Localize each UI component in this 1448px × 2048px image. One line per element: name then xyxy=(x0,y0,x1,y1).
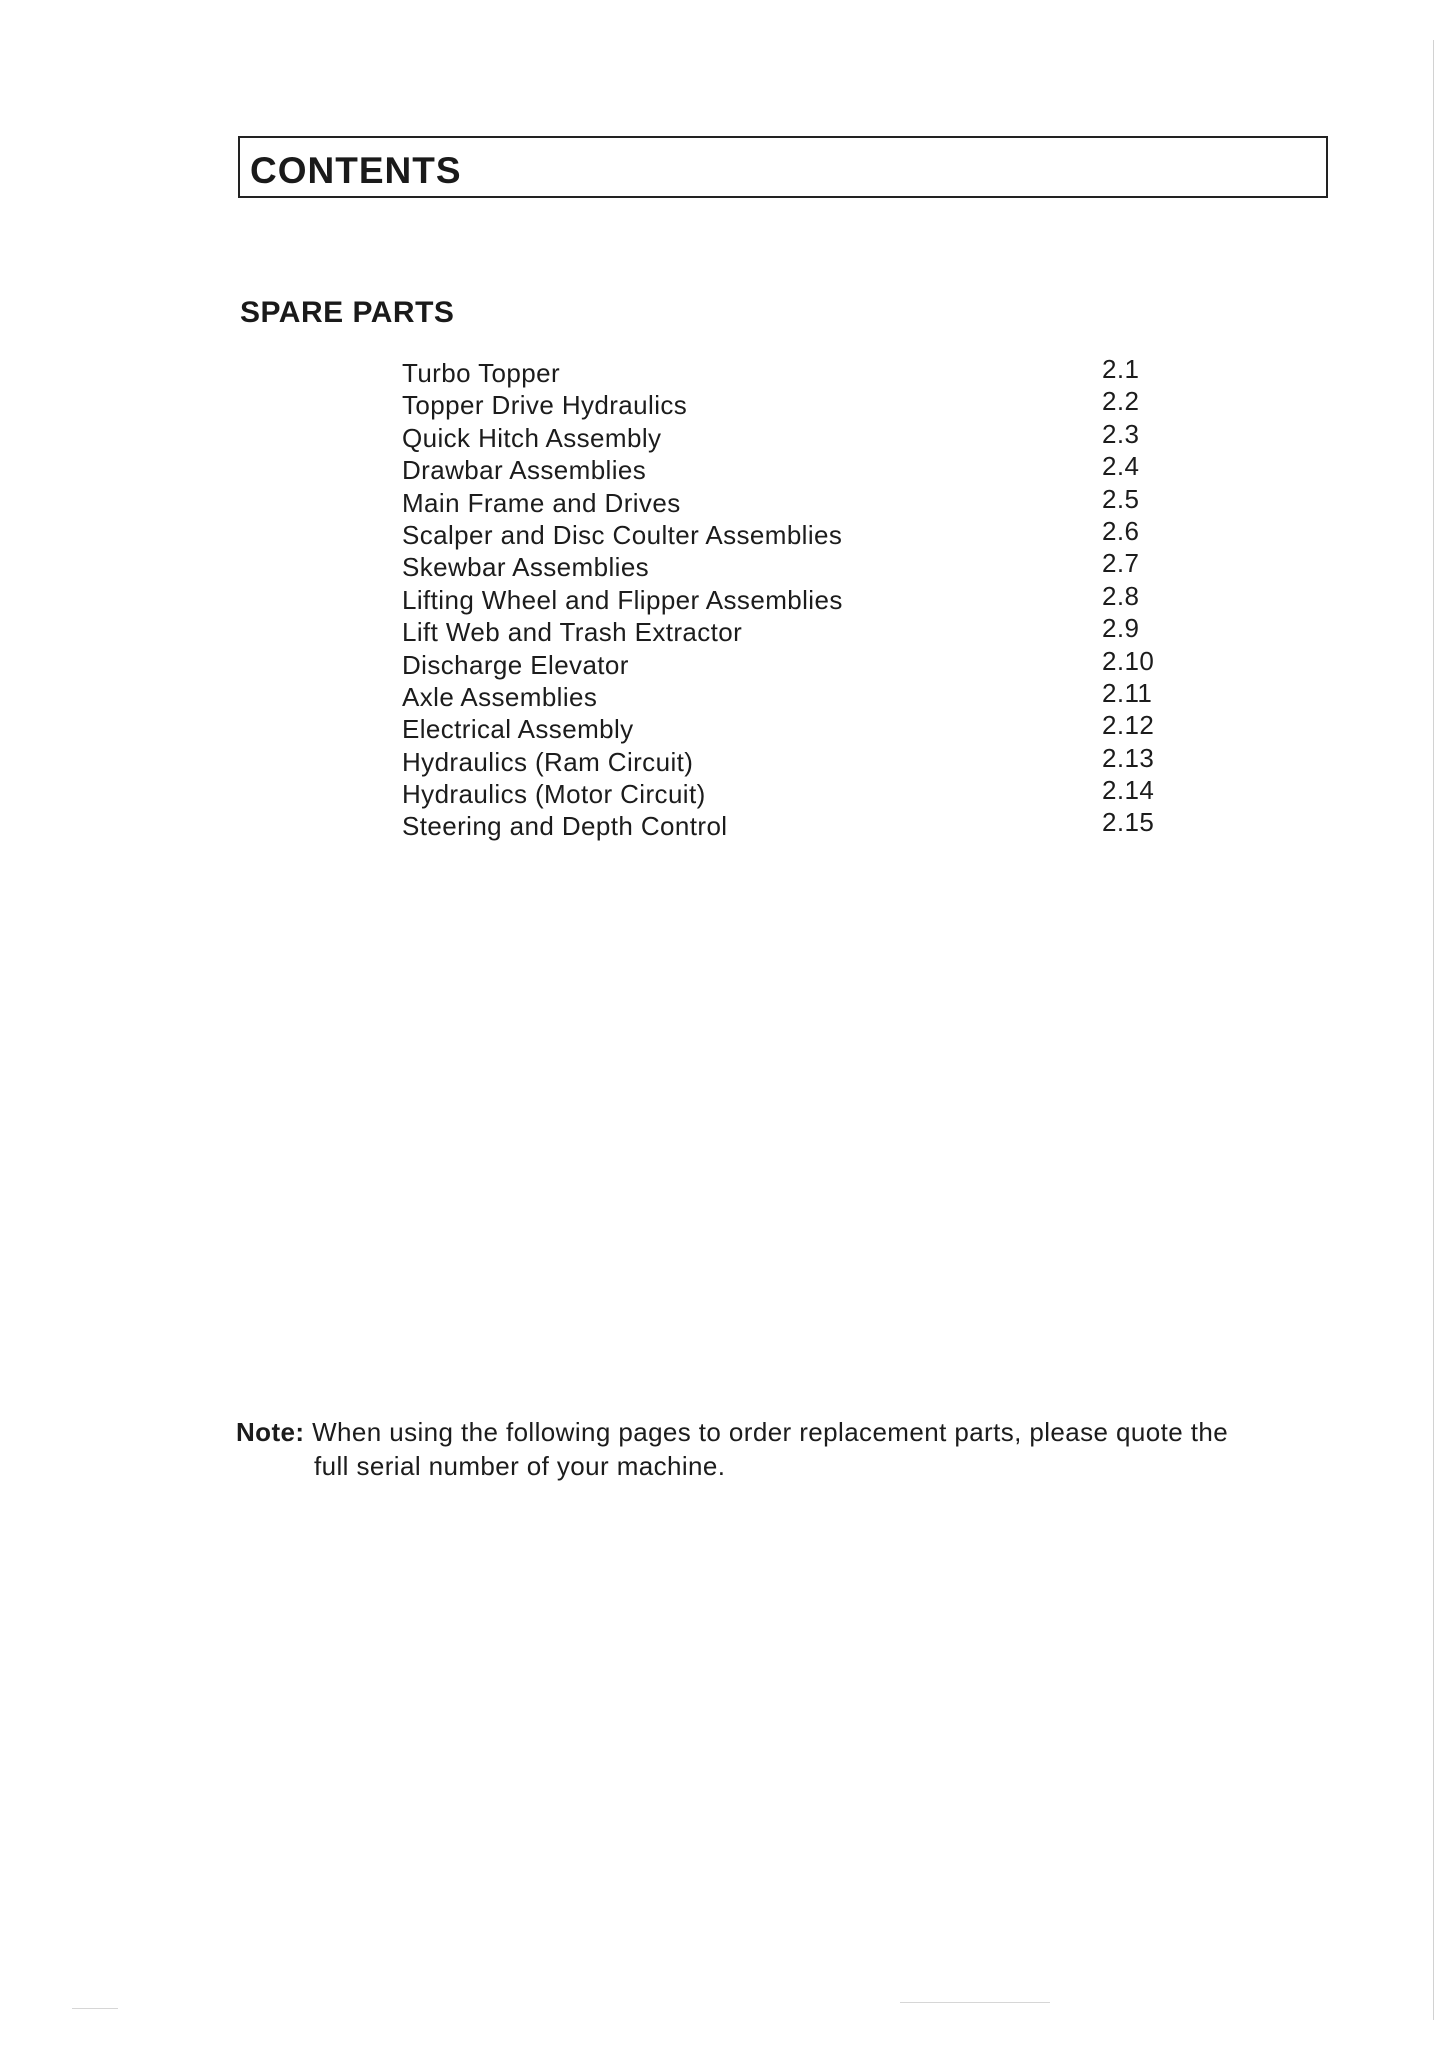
toc-entry-title: Topper Drive Hydraulics xyxy=(402,390,688,421)
page-title: CONTENTS xyxy=(250,150,462,191)
toc-entry-title: Hydraulics (Ram Circuit) xyxy=(402,746,694,777)
toc-entry xyxy=(402,451,1162,486)
toc-entry xyxy=(402,677,1162,713)
toc-entry-number: 2.4 xyxy=(1102,451,1140,482)
note-label: Note: xyxy=(236,1417,305,1447)
toc-entry-number: 2.3 xyxy=(1102,418,1140,449)
toc-entry xyxy=(402,418,1162,454)
toc-entry-title: Lifting Wheel and Flipper Assemblies xyxy=(402,584,843,615)
toc-list xyxy=(402,354,1162,843)
toc-entry xyxy=(402,710,1162,745)
toc-entry xyxy=(402,807,1162,842)
toc-entry xyxy=(402,548,1162,583)
toc-entry-title: Drawbar Assemblies xyxy=(402,455,647,486)
toc-entry-number: 2.7 xyxy=(1102,548,1140,579)
toc-entry xyxy=(402,386,1162,421)
toc-entry-title: Electrical Assembly xyxy=(402,714,634,745)
toc-entry-number: 2.8 xyxy=(1102,580,1140,611)
toc-entry xyxy=(402,775,1162,810)
toc-entry-title: Quick Hitch Assembly xyxy=(402,422,662,453)
toc-entry-number: 2.1 xyxy=(1102,354,1140,384)
toc-entry xyxy=(402,645,1162,681)
toc-entry xyxy=(402,483,1162,519)
toc-entry-title: Scalper and Disc Coulter Assemblies xyxy=(402,519,843,550)
contents-title-box xyxy=(238,136,1328,198)
toc-entry-title: Skewbar Assemblies xyxy=(402,552,650,583)
toc-entry-number: 2.9 xyxy=(1102,613,1140,644)
toc-entry-number: 2.2 xyxy=(1102,386,1140,417)
scan-edge-line xyxy=(1433,40,1434,2020)
toc-entry-number: 2.6 xyxy=(1102,515,1140,546)
toc-entry-title: Hydraulics (Motor Circuit) xyxy=(402,779,706,810)
toc-entry-number: 2.11 xyxy=(1102,677,1153,708)
toc-entry-number: 2.12 xyxy=(1102,710,1155,741)
toc-entry-title: Steering and Depth Control xyxy=(402,811,728,842)
toc-entry xyxy=(402,580,1162,616)
toc-entry-title: Main Frame and Drives xyxy=(402,487,681,518)
toc-entry-number: 2.5 xyxy=(1102,483,1140,514)
toc-entry xyxy=(402,613,1162,648)
toc-entry xyxy=(402,742,1162,778)
note-text-line-2: full serial number of your machine. xyxy=(314,1451,726,1481)
toc-entry xyxy=(402,354,1162,389)
toc-entry xyxy=(402,515,1162,551)
toc-entry-number: 2.13 xyxy=(1102,742,1155,773)
section-heading: SPARE PARTS xyxy=(240,296,455,329)
toc-entry-number: 2.10 xyxy=(1102,645,1155,676)
toc-entry-number: 2.15 xyxy=(1102,807,1155,838)
toc-entry-title: Turbo Topper xyxy=(402,358,561,388)
note-line-1 xyxy=(236,1415,1336,1449)
toc-entry-title: Discharge Elevator xyxy=(402,649,629,680)
note-text-line-1: When using the following pages to order replacement parts, please quote the xyxy=(312,1417,1229,1447)
scan-mark xyxy=(72,2008,118,2009)
toc-entry-title: Axle Assemblies xyxy=(402,681,598,712)
note-block xyxy=(236,1415,1336,1483)
scan-mark xyxy=(900,2002,1050,2003)
toc-entry-title: Lift Web and Trash Extractor xyxy=(402,617,743,648)
toc-entry-number: 2.14 xyxy=(1102,775,1155,806)
